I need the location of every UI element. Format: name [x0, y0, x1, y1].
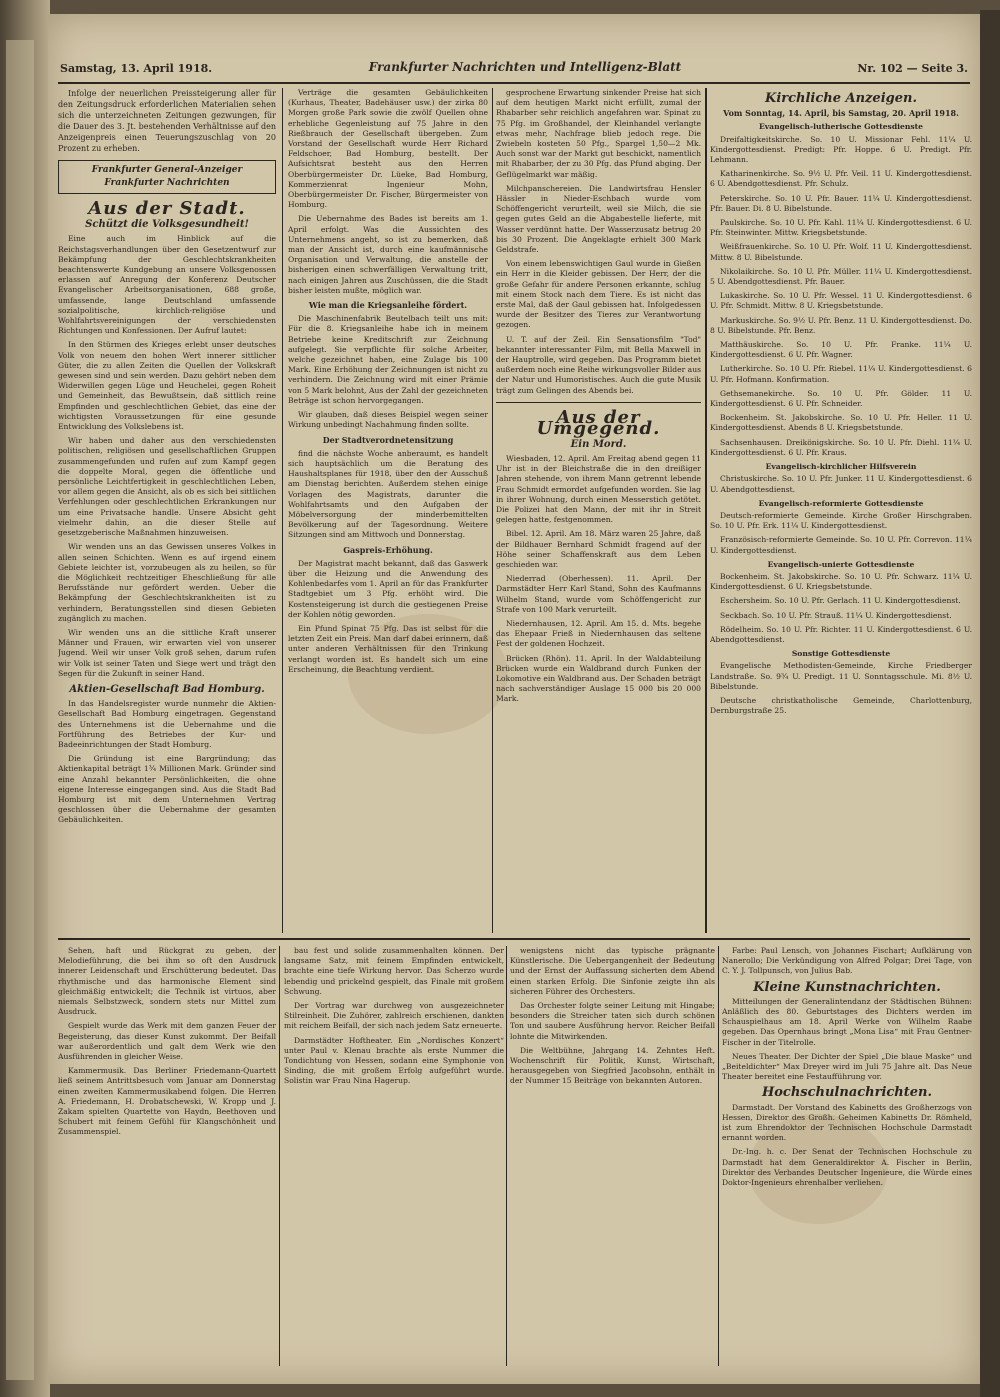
article-headline: Ein Mord. [570, 438, 627, 450]
feuilleton-column-2 [284, 946, 504, 1366]
service-entry: Lutherkirche. So. 10 U. Pfr. Riebel. 11¼ U. Kindergottesdienst. 6 U. Pfr. Hofmann. Konfirmation. [710, 364, 972, 384]
header-rule [58, 82, 970, 84]
article-headline: Der Stadtverordnetensitzung [322, 434, 454, 445]
article-headline: Schützt die Volksgesundheit! [85, 219, 249, 231]
section-heading-city: Aus der Stadt. [88, 198, 246, 219]
service-entry: Rödelheim. So. 10 U. Pfr. Richter. 11 U. Kindergottesdienst. 6 U. Abendgottesdienst. [710, 624, 972, 644]
page-edge-shadow [980, 10, 1000, 1397]
denomination-heading: Evangelisch-reformierte Gottesdienste [758, 498, 924, 508]
column-1 [58, 88, 276, 933]
paragraph: Wir wenden uns an das Gewissen unseres Volkes in allen seinen Schichten. Wenn es auf irgend einem Gebiete leichter ist, vorzubeugen als zu heilen, so für die Möglichkeit rechtzeitiger Eheschließung für alle Berufsstände nur gefördert werden. Ueber die Bekämpfung der Geschlechtskrankheiten ist zu verhindern, Beratungsstellen sind diesen Gebieten zugänglich zu machen. [58, 542, 276, 623]
paragraph: Ein Pfund Spinat 75 Pfg. Das ist selbst für die letzten Zeit ein Preis. Man darf dabei erinnern, daß unter anderen Verhältnissen für den Trinkung verlangt worden ist. Es handelt sich um eine Erscheinung, die Beachtung verdient. [288, 623, 488, 674]
paragraph: Wir wenden uns an die sittliche Kraft unserer Männer und Frauen, wir erwarten viel von unserer Jugend. Weil wir unser Volk groß sehen, darum rufen wir Volk ist seiner Taten und Siege wert und trägt den Segen für die Zukunft in seiner Hand. [58, 627, 276, 678]
paragraph: Von einem lebenswichtigen Gaul wurde in Gießen ein Herr in die Kleider gebissen. Der Herr, der die große Gefahr für andere Personen erkannte, schlug mit einem Stock nach dem Tiere. Es ist nicht das erste Mal, daß der Gaul gebissen hat. Infolgedessen wurde der Besitzer des Tieres zur Verantwortung gezogen. [496, 259, 701, 330]
paragraph: bau fest und solide zusammenhalten können. Der langsame Satz, mit feinem Empfinden entwickelt, brachte eine tiefe Wirkung hervor. Das Scherzo wurde lebendig und prickelnd gespielt, das Finale mit großem Schwung. [284, 946, 504, 996]
paragraph: Brücken (Rhön). 11. April. In der Waldabteilung Brücken wurde ein Waldbrand durch Funken der Lokomotive ein Waldbrand aus. Der Schaden beträgt nach sachverständiger Auslage 15 000 bis 20 000 Mark. [496, 653, 701, 704]
paragraph: wenigstens nicht das typische prägnante Künstlerische. Die Uebergangenheit der Bedeutung und der Ernst der Auffassung sicherten dem Abend einen starken Erfolg. Die Sinfonie zeigte ihn als sicheren Führer des Orchesters. [510, 946, 715, 996]
service-entry: Bockenheim. St. Jakobskirche. So. 10 U. Pfr. Heller. 11 U. Kindergottesdienst. Abends 8 U. Kriegsbetstunde. [710, 413, 972, 433]
paragraph: find die nächste Woche anberaumt, es handelt sich hauptsächlich um die Beratung des Haushaltsplanes für 1918, über den der Ausschuß am Dienstag berichten. Außerdem stehen einige Vorlagen des Magistrats, darunter die Wohlfahrtsamts und den Aufgaben der Möbelversorgung der minderbemittelten Bevölkerung auf der Tagesordnung. Weitere Sitzungen sind am Mittwoch und Donnerstag. [288, 448, 488, 540]
service-entry: Matthäuskirche. So. 10 U. Pfr. Franke. 11¼ U. Kindergottesdienst. 6 U. Pfr. Wagner. [710, 340, 972, 360]
newspaper-page [48, 14, 980, 1384]
paragraph: Gespielt wurde das Werk mit dem ganzen Feuer der Begeisterung, das dieser Kunst zukommt. Der Beifall war außerordentlich und galt dem Werk wie den Ausführenden in gleicher Weise. [58, 1021, 276, 1062]
column-rule [492, 88, 493, 933]
service-entry: Gethsemanekirche. So. 10 U. Pfr. Gölder. 11 U. Kindergottesdienst. 6 U. Pfr. Schneider. [710, 388, 972, 409]
issue-number: Nr. 102 — Seite 3. [857, 62, 968, 75]
column-rule [506, 946, 507, 1366]
paragraph: Niedernhausen, 12. April. Am 15. d. Mts. begehe das Ehepaar Frieß in Niedernhausen das seltene Fest der goldenen Hochzeit. [496, 619, 701, 649]
date-range: Vom Sonntag, 14. April, bis Samstag, 20. April 1918. [723, 108, 959, 119]
service-entry: Peterskirche. So. 10 U. Pfr. Bauer. 11¼ U. Kindergottesdienst. Pfr. Bauer. Di. 8 U. Bibelstunde. [710, 193, 972, 213]
paragraph: Milchpanschereien. Die Landwirtsfrau Hensler Hässler in Nieder-Eschbach wurde vom Schöffengericht verurteilt, weil sie Milch, die sie gegen gutes Geld an die Abgabestelle lieferte, mit Wasser verdünnt hatte. Der Wasserzusatz betrug 20 bis 30 Prozent. Die Angeklagte erhielt 300 Mark Geldstrafe. [496, 183, 701, 255]
art-news-heading: Kleine Kunstnachrichten. [753, 979, 941, 995]
paragraph: Mitteilungen der Generalintendanz der Städtischen Bühnen: Anläßlich des 80. Geburtstages des Dichters werden im Schauspielhaus am 18. April Werke von Wilhelm Raabe gegeben. Das Opernhaus bringt „Mona Lisa“ mit Frau Gentner-Fischer in der Titelrolle. [722, 996, 972, 1047]
column-2 [288, 88, 488, 933]
service-entry: Dreifaltigkeitskirche. So. 10 U. Missionar Fehl. 11¼ U. Kindergottesdienst. Predigt: Pfr. Hoppe. 6 U. Predigt. Pfr. Lehmann. [710, 134, 972, 165]
service-entry: Paulskirche. So. 10 U. Pfr. Kahl. 11¼ U. Kindergottesdienst. 6 U. Pfr. Steinwinter. Mittw. Kriegsbetstunde. [710, 218, 972, 238]
publisher-2: Frankfurter Nachrichten [104, 178, 230, 188]
paragraph: Eine auch im Hinblick auf die Reichstagsverhandlungen über den Gesetzentwurf zur Bekämpfung der Geschlechtskrankheiten beachtenswerte Kundgebung an unsere Volksgenossen erlassen auf Anregung der Konferenz Deutscher Evangelischer Arbeitsorganisationen, 688 große, umfassende, lange Deutschland umfassende sozialpolitische, kirchlich-religiöse und Wohlfahrtsvereinigungen der verschiedensten Richtungen und Konfessionen. Der Aufruf lautet: [58, 234, 276, 336]
paragraph: Wir glauben, daß dieses Beispiel wegen seiner Wirkung unbedingt Nachahmung finden sollte. [288, 410, 488, 430]
paragraph: Die Weltbühne, Jahrgang 14. Zehntes Heft. Wochenschrift für Politik, Kunst, Wirtschaft, herausgegeben von Siegfried Jacobsohn, enthält in der Nummer 15 Beiträge von bekannten Autoren. [510, 1045, 715, 1086]
column-rule [279, 946, 280, 1366]
paragraph: Der Vortrag war durchweg von ausgezeichneter Stilreinheit. Die Zuhörer, zahlreich erschienen, dankten mit reichem Beifall, der sich nach jedem Satz erneuerte. [284, 1001, 504, 1031]
article-headline: Wie man die Kriegsanleihe fördert. [308, 300, 468, 311]
service-entry: Markuskirche. So. 9½ U. Pfr. Benz. 11 U. Kindergottesdienst. Do. 8 U. Bibelstunde. Pfr. Benz. [710, 315, 972, 335]
paragraph: Das Orchester folgte seiner Leitung mit Hingabe; besonders die Streicher taten sich durch schönen Ton und saubere Ausführung hervor. Reicher Beifall lohnte die Mitwirkenden. [510, 1001, 715, 1041]
section-heading-surroundings: Aus der Umgegend. [536, 407, 661, 439]
column-3 [496, 88, 701, 933]
service-entry: Deutsch-reformierte Gemeinde. Kirche Großer Hirschgraben. So. 10 U. Pfr. Erk. 11¼ U. Kindergottesdienst. [710, 510, 972, 531]
service-entry: Lukaskirche. So. 10 U. Pfr. Wessel. 11 U. Kindergottesdienst. 6 U. Pfr. Schmidt. Mittw. 8 U. Kriegsbetstunde. [710, 291, 972, 311]
paragraph: Die Uebernahme des Bades ist bereits am 1. April erfolgt. Was die Aussichten des Unternehmens angeht, so ist zu bemerken, daß man der Ansicht ist, durch eine kaufmännische Organisation und Verwaltung, die anstelle der bisherigen einen schwerfälligen Verwaltung tritt, nach einigen Jahren aus Zuschüssen, die die Stadt bisher leisten mußte, möglich war. [288, 214, 488, 295]
paragraph: Neues Theater. Der Dichter der Spiel „Die blaue Maske“ und „Beiteldichter“ Max Dreyer wird im Juli 75 Jahre alt. Das Neue Theater bereitet eine Festaufführung vor. [722, 1051, 972, 1082]
feuilleton-column-4 [722, 946, 972, 1366]
paragraph: Wiesbaden, 12. April. Am Freitag abend gegen 11 Uhr ist in der Bleichstraße die in den dreißiger Jahren stehende, von ihrem Mann getrennt lebende Frau Schmidt ermordet aufgefunden worden. Sie lag in ihrer Wohnung, durch einen Messerstich getötet. Die Polizei hat den Mann, der mit ihr in Streit gelegen hatte, festgenommen. [496, 454, 701, 525]
paragraph: Die Maschinenfabrik Beutelbach teilt uns mit: Für die 8. Kriegsanleihe habe ich in meinem Betriebe keine Kreditschrift zur Zeichnung aufgelegt. Sie verpflichte für solche Arbeiter, welche gezeichnet haben, eine Zulage bis 100 Mark. Eine Erhöhung der Zeichnungen ist nicht zu verhindern. Die Zeichnung wird mit einer Prämie von 5 Mark belohnt, Aus der Zahl der gezeichneten Beträge ist schon hervorgegangen. [288, 314, 488, 405]
paragraph: Dr.-Ing. h. c. Der Senat der Technischen Hochschule zu Darmstadt hat dem Generaldirektor A. Fischer in Berlin, Direktor des Verbandes Deutscher Ingenieure, die Würde eines Doktor-Ingenieurs ehrenhalber verliehen. [722, 1147, 972, 1188]
service-entry: Christuskirche. So. 10 U. Pfr. Junker. 11 U. Kindergottesdienst. 6 U. Abendgottesdienst. [710, 474, 972, 494]
section-rule [58, 938, 970, 940]
denomination-heading: Evangelisch-kirchlicher Hilfsverein [765, 462, 917, 472]
column-rule [282, 88, 283, 933]
paragraph: In das Handelsregister wurde nunmehr die Aktien-Gesellschaft Bad Homburg eingetragen. Gegenstand des Unternehmens ist die Uebernahme und die Fortführung des Betriebes der Kur- und Badeeinrichtungen der Stadt Homburg. [58, 699, 276, 749]
column-rule [718, 946, 719, 1366]
article-headline: Gaspreis-Erhöhung. [343, 544, 433, 555]
church-notices-title: Kirchliche Anzeigen. [765, 91, 917, 106]
page-header [60, 58, 968, 80]
newspaper-title: Frankfurter Nachrichten und Intelligenz-Blatt [368, 60, 682, 74]
price-notice: Infolge der neuerlichen Preissteigerung aller für den Zeitungsdruck erforderlichen Materialien sehen sich die unterzeichneten Zeitungen gezwungen, für die Dauer des 3. Jt. bestehenden Verhältnisse auf den Anzeigenpreis einen Teuerungszuschlag von 20 Prozent zu erheben. [58, 89, 276, 153]
service-entry: Evangelische Methodisten-Gemeinde, Kirche Friedberger Landstraße. So. 9¾ U. Predigt. 11 U. Sonntagsschule. Mi. 8½ U. Bibelstunde. [710, 661, 972, 691]
column-rule [705, 88, 707, 933]
paragraph: Wir haben und daher aus den verschiedensten politischen, religiösen und gesellschaftlichen Gruppen zusammengefunden und rufen auf zum Kampf gegen die doppelte Moral, gegen die öffentliche und persönliche Leichtfertigkeit in geschlechtlichen Leben, vor allem gegen die Ansicht, als ob es sich bei sittlichen Verfehlungen oder geschlechtlichen Erkrankungen nur um eine Privatsache handle. Unsere Absicht geht vielmehr dahin, an die dieser Stelle auf gesetzgeberische Maßnahmen hinzuweisen. [58, 436, 276, 538]
publisher-box [58, 160, 276, 194]
denomination-heading: Sonstige Gottesdienste [791, 649, 891, 659]
paragraph: Farbe: Paul Lensch, von Johannes Fischart; Aufklärung von Nanerollo; Die Verkündigung von Alfred Polgar; Drei Tage, von C. Y. J. Tollpunsch, von Julius Bab. [722, 946, 972, 976]
article-headline: Aktien-Gesellschaft Bad Homburg. [69, 683, 265, 695]
paragraph: Kammermusik. Das Berliner Friedemann-Quartett ließ seinem Antrittsbesuch vom Januar am Donnerstag einen zweiten Kammermusikabend folgen. Die Herren A. Friedemann, H. Drobatschewski, W. Kropp und J. Zakam spielten Quartette von Haydn, Beethoven und Schubert mit feinem Gefühl für Klangschönheit und Zusammenspiel. [58, 1066, 276, 1137]
denomination-heading: Evangelisch-unierte Gottesdienste [767, 559, 915, 569]
publisher-1: Frankfurter General-Anzeiger [91, 165, 243, 175]
service-entry: Deutsche christkatholische Gemeinde, Charlottenburg, Dernburgstraße 25. [710, 695, 972, 716]
issue-date: Samstag, 13. April 1918. [60, 62, 213, 75]
paragraph: U. T. auf der Zeil. Ein Sensationsfilm "Tod" bekannter interessanter Film, mit Bella Maxwell in der Hauptrolle, wird gegeben. Das Programm bietet außerdem noch eine Reihe wirkungsvoller Bilder aus der Natur und Humoristisches. Auch die gute Musik trägt zum Gelingen des Abends bei. [496, 334, 701, 395]
service-entry: Nikolaikirche. So. 10 U. Pfr. Müller. 11¼ U. Kindergottesdienst. 5 U. Abendgottesdienst. Pfr. Bauer. [710, 266, 972, 287]
service-entry: Seckbach. So. 10 U. Pfr. Strauß. 11¼ U. Kindergottesdienst. [720, 610, 952, 620]
service-entry: Sachsenhausen. Dreikönigskirche. So. 10 U. Pfr. Diehl. 11¼ U. Kindergottesdienst. 6 U. Pfr. Kraus. [710, 437, 972, 457]
service-entry: Weißfrauenkirche. So. 10 U. Pfr. Wolf. 11 U. Kindergottesdienst. Mittw. 8 U. Bibelstunde. [710, 242, 972, 262]
paragraph: Darmstadt. Der Vorstand des Kabinetts des Großherzogs von Hessen, Direktor des Großh. Geheimen Kabinetts Dr. Römheld, ist zum Ehrendoktor der Technischen Hochschule Darmstadt ernannt worden. [722, 1102, 972, 1143]
feuilleton-column-1 [58, 946, 276, 1366]
service-entry: Katharinenkirche. So. 9½ U. Pfr. Veil. 11 U. Kindergottesdienst. 6 U. Abendgottesdienst. Pfr. Schulz. [710, 169, 972, 189]
paragraph: gesprochene Erwartung sinkender Preise hat sich auf dem heutigen Markt nicht erfüllt, zumal der Rhabarber sehr reichlich angefahren war. Spinat zu 75 Pfg. im Großhandel, der Kleinhandel verlangte etwas mehr, Nachfrage blieb jedoch rege. Die Zwiebeln kosteten 50 Pfg., Spargel 1,50—2 Mk. Auch sonst war der Markt gut beschickt, namentlich mit Rhabarber, der zu 30 Pfg. das Pfund abging. Der Geflügelmarkt war mäßig. [496, 88, 701, 179]
paragraph: In den Stürmen des Krieges erlebt unser deutsches Volk von neuem den hohen Wert innerer sittlicher Güter, die zu allen Zeiten die Quellen der Volkskraft gewesen sind und sein werden. Dazu gehört neben dem Widerwillen gegen Lüge und Heuchelei, gegen Roheit und Gemeinheit, das Bewußtsein, daß sittlich reine Empfinden und geschlechtlichen Gebiet, das eine der wichtigsten Voraussetzungen für eine gesunde Entwicklung des Volkslebens ist. [58, 340, 276, 432]
previous-page-edge [6, 40, 34, 1380]
divider [496, 402, 701, 404]
feuilleton-column-3 [510, 946, 715, 1366]
paragraph: Bibel. 12. April. Am 18. März waren 25 Jahre, daß der Bildhauer Bernhard Schmidt fragend auf der Höhe seiner Schaffenskraft aus dem Leben geschieden war. [496, 529, 701, 570]
paragraph: Sehen, haft und Rückgrat zu geben, der Melodieführung, die bei ihm so oft den Ausdruck innerer Leidenschaft und Erschütterung bedeutet. Das rhythmische und das harmonische Element sind gleichmäßig entwickelt; die Technik ist virtuos, aber niemals Selbstzweck, sondern stets nur Mittel zum Ausdruck. [58, 946, 276, 1017]
university-news-heading: Hochschulnachrichten. [761, 1085, 933, 1101]
paragraph: Verträge die gesamten Gebäulichkeiten (Kurhaus, Theater, Badehäuser usw.) der zirka 80 Morgen große Park sowie die zwölf Quellen ohne erhebliche Gegenleistung auf 75 Jahre in den Rießbrauch der Gesellschaft übergeben. Zum Vorstand der Gesellschaft wurde Herr Richard Feldschoer, Bad Homburg, bestellt. Der Aufsichtsrat besteht aus den Herren Oberbürgermeister Dr. Lüeke, Bad Homburg, Kommerzienrat Ingenieur Mohn, Oberbürgermeister Dr. Fischer, Bürgermeister von Homburg. [288, 88, 488, 210]
paragraph: Die Gründung ist eine Bargründung; das Aktienkapital beträgt 1¾ Millionen Mark. Gründer sind eine Anzahl bekannter Persönlichkeiten, die ohne eigene Interesse eingegangen sind. Aus die Stadt Bad Homburg ist mit dem Unternehmen Vertrag geschlossen über die Uebernahme der gesamten Gebäulichkeiten. [58, 754, 276, 825]
service-entry: Bockenheim. St. Jakobskirche. So. 10 U. Pfr. Schwarz. 11¼ U. Kindergottesdienst. 6 U. Kriegsbetstunde. [710, 571, 972, 592]
paragraph: Niederrad (Oberhessen). 11. April. Der Darmstädter Herr Karl Stand, Sohn des Kaufmanns Wilhelm Stand, wurde vom Schöffengericht zur Strafe von 100 Mark verurteilt. [496, 574, 701, 614]
column-4-church [710, 88, 972, 933]
service-entry: Eschersheim. So. 10 U. Pfr. Gerlach. 11 U. Kindergottesdienst. [720, 596, 961, 606]
service-entry: Französisch-reformierte Gemeinde. So. 10 U. Pfr. Correvon. 11¼ U. Kindergottesdienst. [710, 535, 972, 555]
paragraph: Darmstädter Hoftheater. Ein „Nordisches Konzert“ unter Paul v. Klenau brachte als erste Nummer die Tondichtung von Hessen, sodann eine Symphonie von Sinding, die mit großem Erfolg aufgeführt wurde. Solistin war Frau Nina Hagerup. [284, 1035, 504, 1086]
paragraph: Der Magistrat macht bekannt, daß das Gaswerk über die Heizung und die Anwendung des Kohlenbedarfes vom 1. April an für das Frankfurter Stadtgebiet um 3 Pfg. erhöht wird. Die Kostensteigerung ist durch die gestiegenen Preise der Kohlen nötig geworden. [288, 558, 488, 619]
denomination-heading: Evangelisch-lutherische Gottesdienste [758, 122, 923, 132]
